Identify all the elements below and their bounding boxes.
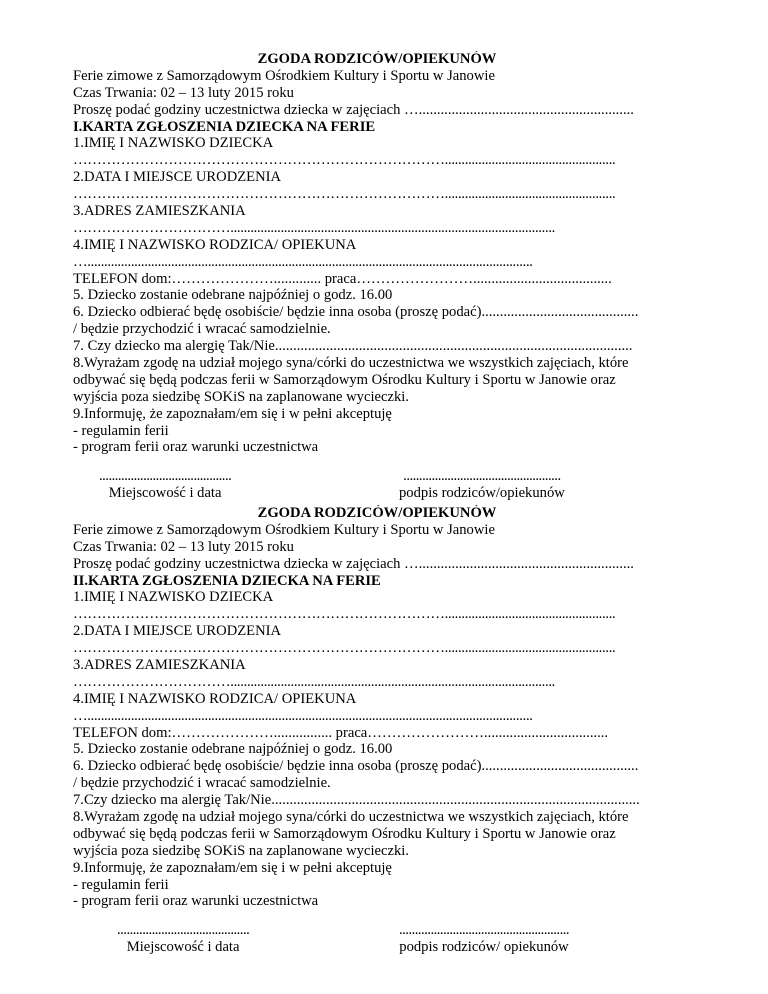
form-line: - regulamin ferii <box>73 876 169 893</box>
form-line: 1.IMIĘ I NAZWISKO DZIECKA <box>73 135 274 152</box>
form-line: wyjścia poza siedzibę SOKiS na zaplanowane wycieczki. <box>73 388 409 405</box>
form-line: 5. Dziecko zostanie odebrane najpóźniej o godz. 16.00 <box>73 741 393 758</box>
form-line: 2.DATA I MIEJSCE URODZENIA <box>73 169 282 186</box>
form-line: wyjścia poza siedzibę SOKiS na zaplanowane wycieczki. <box>73 842 409 859</box>
form-line: 4.IMIĘ I NAZWISKO RODZICA/ OPIEKUNA <box>73 236 357 253</box>
signature-block <box>73 922 681 974</box>
form-line: ……………………………………………………………………................................................... <box>73 152 616 169</box>
place-date-dotted-line: .......................................... <box>117 922 250 939</box>
form-line: Czas Trwania: 02 – 13 luty 2015 roku <box>73 84 294 101</box>
place-date-label: Miejscowość i data <box>126 939 240 956</box>
form-line: ……………………………………………………………………................................................... <box>73 186 616 203</box>
form-line: 5. Dziecko zostanie odebrane najpóźniej o godz. 16.00 <box>73 287 393 304</box>
form-line: 2.DATA I MIEJSCE URODZENIA <box>73 623 282 640</box>
consent-form-1 <box>73 51 681 520</box>
section-heading: I.KARTA ZGŁOSZENIA DZIECKA NA FERIE <box>73 118 376 135</box>
form-line: Proszę podać godziny uczestnictwa dziecka w zajęciach …........................................................... <box>73 555 634 572</box>
form-line: 9.Informuję, że zapoznałam/em się i w pełni akceptuję <box>73 859 392 876</box>
parent-signature-field <box>399 922 569 956</box>
parent-signature-dotted-line: ...................................................... <box>399 922 570 939</box>
form-lines <box>73 68 681 456</box>
form-line: ……………………………………………………………………................................................... <box>73 606 616 623</box>
form-title: ZGODA RODZICÓW/OPIEKUNÓW <box>257 505 497 521</box>
form-line: 3.ADRES ZAMIESZKANIA <box>73 203 246 220</box>
form-line: odbywać się będą podczas ferii w Samorządowym Ośrodku Kultury i Sportu w Janowie oraz <box>73 825 616 842</box>
form-line: ……………………………………………………………………................................................... <box>73 640 616 657</box>
form-line: ……………………………................................................................................................. <box>73 219 556 236</box>
form-line: - regulamin ferii <box>73 422 169 439</box>
form-line: 3.ADRES ZAMIESZKANIA <box>73 657 246 674</box>
form-line: …..................................................................................................................................... <box>73 253 533 270</box>
place-date-dotted-line: .......................................... <box>99 468 232 485</box>
form-line: TELEFON dom:…………………................ praca…………………….................................. <box>73 724 609 741</box>
place-date-field <box>99 468 231 502</box>
parent-signature-field <box>399 468 565 502</box>
form-line: ……………………………................................................................................................. <box>73 673 556 690</box>
form-line: / będzie przychodzić i wracać samodzielnie. <box>73 321 331 338</box>
form-lines <box>73 522 681 910</box>
form-line: 6. Dziecko odbierać będę osobiście/ będzie inna osoba (proszę podać)........................................... <box>73 758 639 775</box>
parent-signature-label: podpis rodziców/opiekunów <box>399 485 565 502</box>
form-line: 8.Wyrażam zgodę na udział mojego syna/córki do uczestnictwa we wszystkich zajęciach, które <box>73 809 629 826</box>
form-line: 1.IMIĘ I NAZWISKO DZIECKA <box>73 589 274 606</box>
form-line: …..................................................................................................................................... <box>73 707 533 724</box>
form-line: 8.Wyrażam zgodę na udział mojego syna/córki do uczestnictwa we wszystkich zajęciach, które <box>73 355 629 372</box>
form-line: Czas Trwania: 02 – 13 luty 2015 roku <box>73 538 294 555</box>
form-line: / będzie przychodzić i wracać samodzielnie. <box>73 775 331 792</box>
form-line: 4.IMIĘ I NAZWISKO RODZICA/ OPIEKUNA <box>73 690 357 707</box>
parent-signature-label: podpis rodziców/ opiekunów <box>399 939 569 956</box>
consent-form-2 <box>73 505 681 974</box>
form-line: TELEFON dom:…………………............. praca……………………...................................... <box>73 270 612 287</box>
form-line: odbywać się będą podczas ferii w Samorządowym Ośrodku Kultury i Sportu w Janowie oraz <box>73 371 616 388</box>
form-line: Proszę podać godziny uczestnictwa dziecka w zajęciach …........................................................... <box>73 101 634 118</box>
form-line: Ferie zimowe z Samorządowym Ośrodkiem Kultury i Sportu w Janowie <box>73 67 495 84</box>
form-line: 7.Czy dziecko ma alergię Tak/Nie..................................................................................................... <box>73 792 640 809</box>
form-line: 9.Informuję, że zapoznałam/em się i w pełni akceptuję <box>73 405 392 422</box>
form-line: 6. Dziecko odbierać będę osobiście/ będzie inna osoba (proszę podać)........................................... <box>73 304 639 321</box>
form-title: ZGODA RODZICÓW/OPIEKUNÓW <box>257 51 497 67</box>
form-line: 7. Czy dziecko ma alergię Tak/Nie.................................................................................................. <box>73 338 633 355</box>
parent-signature-dotted-line: .................................................. <box>403 468 561 485</box>
form-line: - program ferii oraz warunki uczestnictwa <box>73 893 319 910</box>
form-line: - program ferii oraz warunki uczestnictwa <box>73 439 319 456</box>
section-heading: II.KARTA ZGŁOSZENIA DZIECKA NA FERIE <box>73 572 381 589</box>
place-date-label: Miejscowość i data <box>108 485 222 502</box>
place-date-field <box>117 922 249 956</box>
form-line: Ferie zimowe z Samorządowym Ośrodkiem Kultury i Sportu w Janowie <box>73 521 495 538</box>
